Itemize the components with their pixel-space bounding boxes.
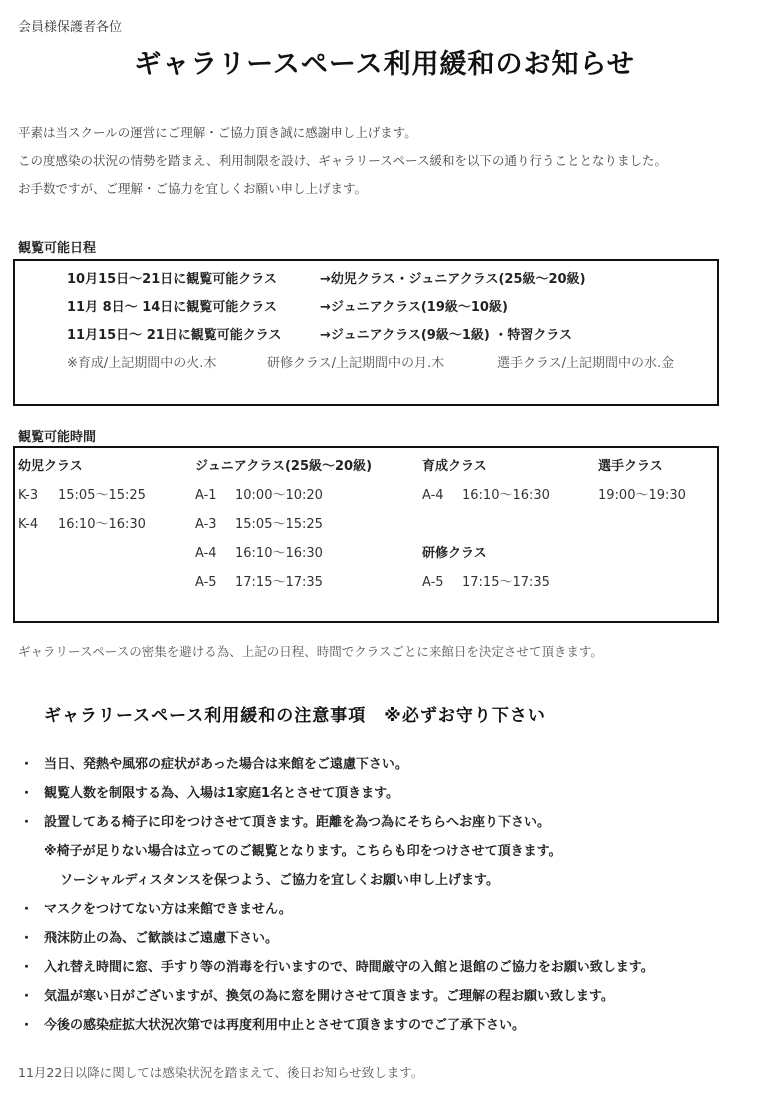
col-heading-senshu: 選手クラス <box>598 459 663 474</box>
schedule-row-1-dates: 10月15日～21日に観覧可能クラス <box>67 272 277 287</box>
time-slot <box>195 484 323 503</box>
intro-line-2: この度感染の状況の情勢を踏まえ、利用制限を設け、ギャラリースペース緩和を以下の通り行うこととなりました。 <box>18 153 668 168</box>
col-heading-ikusei: 育成クラス <box>422 459 487 474</box>
notice-sub-note-2: ソーシャルディスタンスを保つよう、ご協力を宜しくお願い申し上げます。 <box>60 873 500 888</box>
notice-item: ・ 当日、発熱や風邪の症状があった場合は来館をご遠慮下さい。 <box>20 757 408 772</box>
footer-note: 11月22日以降に関しては感染状況を踏まえて、後日お知らせ致します。 <box>18 1065 424 1080</box>
notice-item: ・ 今後の感染症拡大状況次第では再度利用中止とさせて頂きますのでご了承下さい。 <box>20 1018 526 1033</box>
slot-code: A-4 <box>422 488 444 503</box>
time-slot <box>422 571 550 590</box>
notice-item: ・ 観覧人数を制限する為、入場は1家庭1名とさせて頂きます。 <box>20 786 400 801</box>
slot-time: 16:10～16:30 <box>235 546 323 561</box>
slot-code: A-3 <box>195 517 217 532</box>
slot-time: 17:15～17:35 <box>462 575 550 590</box>
schedule-box <box>13 259 719 406</box>
page-title: ギャラリースペース利用緩和のお知らせ <box>134 49 635 80</box>
schedule-row-3-classes: →ジュニアクラス(9級～1級) ・特習クラス <box>320 328 572 343</box>
schedule-label: 観覧可能日程 <box>18 241 97 256</box>
time-slot <box>598 484 686 503</box>
schedule-row-2-classes: →ジュニアクラス(19級～10級) <box>320 300 508 315</box>
notice-item: ・ 設置してある椅子に印をつけさせて頂きます。距離を為つ為にそちらへお座り下さい。 <box>20 815 550 830</box>
schedule-note-senshu: 選手クラス/上記期間中の水.金 <box>497 356 675 371</box>
slot-time: 15:05～15:25 <box>235 517 323 532</box>
notice-item: ・ 気温が寒い日がございますが、換気の為に窓を開けさせて頂きます。ご理解の程お願い致します。 <box>20 989 614 1004</box>
intro-line-1: 平素は当スクールの運営にご理解・ご協力頂き誠に感謝申し上げます。 <box>18 125 417 140</box>
slot-code: A-5 <box>195 575 217 590</box>
slot-time: 10:00～10:20 <box>235 488 323 503</box>
slot-code: A-1 <box>195 488 217 503</box>
notice-item: ・ 入れ替え時間に窓、手すり等の消毒を行いますので、時間厳守の入館と退館のご協力をお願い致します。 <box>20 960 654 975</box>
addressee: 会員様保護者各位 <box>18 20 123 35</box>
slot-time: 16:10～16:30 <box>462 488 550 503</box>
schedule-row-3-dates: 11月15日～ 21日に観覧可能クラス <box>67 328 282 343</box>
time-slot <box>195 542 323 561</box>
after-table-note: ギャラリースペースの密集を避ける為、上記の日程、時間でクラスごとに来館日を決定させて頂きます。 <box>18 644 603 659</box>
notice-title: ギャラリースペース利用緩和の注意事項 ※必ずお守り下さい <box>44 706 546 726</box>
slot-code: A-5 <box>422 575 444 590</box>
col-heading-junior: ジュニアクラス(25級～20級) <box>195 459 373 474</box>
slot-time: 17:15～17:35 <box>235 575 323 590</box>
slot-code: A-4 <box>195 546 217 561</box>
intro-line-3: お手数ですが、ご理解・ご協力を宜しくお願い申し上げます。 <box>18 181 368 196</box>
slot-code: K-3 <box>18 488 39 503</box>
notice-item: ・ マスクをつけてない方は来館できません。 <box>20 902 292 917</box>
schedule-note-ikusei: ※育成/上記期間中の火.木 <box>67 356 217 371</box>
time-slot <box>195 571 323 590</box>
notice-sub-note-1: ※椅子が足りない場合は立ってのご観覧となります。こちらも印をつけさせて頂きます。 <box>44 844 562 859</box>
time-slot <box>18 513 146 532</box>
schedule-row-2-dates: 11月 8日～ 14日に観覧可能クラス <box>67 300 277 315</box>
notice-item: ・ 飛沫防止の為、ご歓談はご遠慮下さい。 <box>20 931 279 946</box>
time-slot <box>422 484 550 503</box>
time-slot <box>195 513 323 532</box>
slot-time: 15:05～15:25 <box>58 488 146 503</box>
col-heading-kenshu: 研修クラス <box>422 546 487 561</box>
time-slot <box>18 484 146 503</box>
times-label: 観覧可能時間 <box>18 430 97 445</box>
times-box <box>13 446 719 623</box>
schedule-note-kenshu: 研修クラス/上記期間中の月.木 <box>267 356 445 371</box>
schedule-row-1-classes: →幼児クラス・ジュニアクラス(25級～20級) <box>320 272 586 287</box>
slot-code: K-4 <box>18 517 39 532</box>
col-heading-yoji: 幼児クラス <box>18 459 83 474</box>
slot-time: 19:00～19:30 <box>598 488 686 503</box>
slot-time: 16:10～16:30 <box>58 517 146 532</box>
